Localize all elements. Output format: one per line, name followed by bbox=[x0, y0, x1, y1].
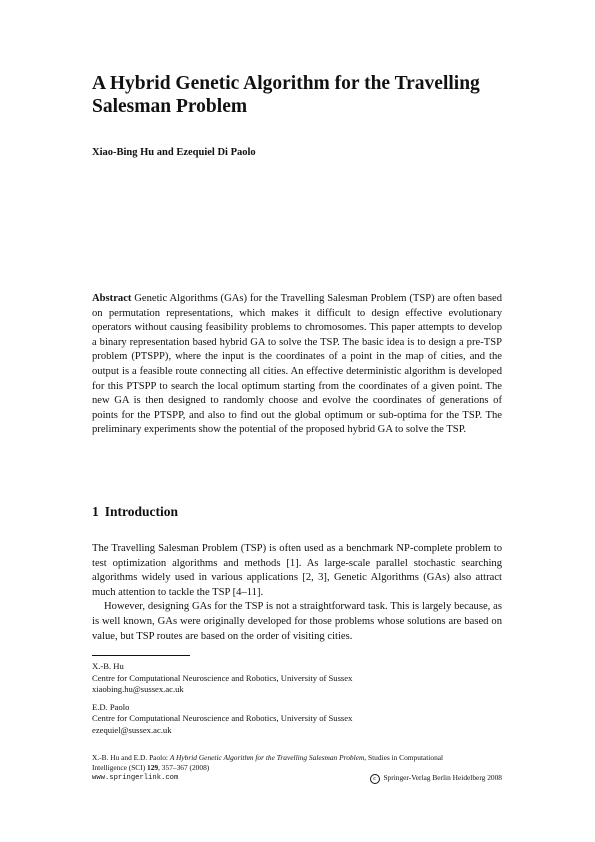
footnote-author-2 bbox=[92, 702, 502, 737]
section-number: 1 bbox=[92, 504, 99, 519]
section-title: Introduction bbox=[104, 504, 179, 519]
section-heading bbox=[92, 504, 178, 520]
intro-paragraph: The Travelling Salesman Problem (TSP) is often used as a benchmark NP-complete problem to test optimization algorithms and methods [1]. As large-scale parallel stochastic searching algorithms widely used in various applications [2, 3], Genetic Algorithms (GAs) also attract much attention to tackle the TSP [4–11]. bbox=[92, 543, 502, 598]
abstract-label: Abstract bbox=[92, 293, 132, 304]
footnote-email: ezequiel@sussex.ac.uk bbox=[92, 724, 172, 735]
intro-paragraph: However, designing GAs for the TSP is not a straightforward task. This is largely because, as is well known, GAs were originally developed for those problems whose solutions are based on value, but TSP routes are based on the order of visiting cities. bbox=[92, 601, 502, 642]
introduction-body bbox=[92, 542, 502, 644]
footnote-affiliation: Centre for Computational Neuroscience and Robotics, University of Sussex bbox=[92, 672, 353, 683]
citation-series-line2: Intelligence (SCI) bbox=[92, 763, 146, 773]
citation-series: , Studies in Computational bbox=[364, 753, 444, 762]
footnote-name: E.D. Paolo bbox=[92, 701, 130, 712]
copyright-icon: c bbox=[370, 774, 380, 784]
footnote-divider bbox=[92, 655, 190, 656]
author-footnotes bbox=[92, 661, 502, 743]
citation-authors: X.-B. Hu and E.D. Paolo: bbox=[92, 753, 168, 762]
abstract bbox=[92, 292, 502, 438]
citation-volume: 129 bbox=[147, 763, 159, 773]
footnote-name: X.-B. Hu bbox=[92, 661, 124, 671]
citation-footer bbox=[92, 753, 502, 784]
paper-title: A Hybrid Genetic Algorithm for the Travelling Salesman Problem bbox=[92, 73, 480, 117]
paper-authors: Xiao-Bing Hu and Ezequiel Di Paolo bbox=[92, 147, 256, 158]
springerlink-url[interactable]: www.springerlink.com bbox=[92, 774, 179, 783]
copyright-notice bbox=[370, 773, 502, 784]
footnote-email: xiaobing.hu@sussex.ac.uk bbox=[92, 684, 184, 695]
abstract-text: Genetic Algorithms (GAs) for the Travelling Salesman Problem (TSP) are often based on permutation representations, which makes it difficult to design effective evolutionary operators without causing feasibility problems to chromosomes. This paper attempts to develop a binary representation based hybrid GA to solve the TSP. The basic idea is to design a pre-TSP problem (PTSPP), where the input is the coordinates of a point in the map of cities, and the output is a feasible route connecting all cities. An effective deterministic algorithm is developed for this PTSPP to search the local optimum starting from the coordinates of a given point. The new GA is then designed to randomly choose and evolve the coordinates of generations of points for the PTSPP, and also to find out the global optimum or sub-optima for the TSP. The preliminary experiments show the potential of the proposed hybrid GA to solve the TSP. bbox=[92, 293, 502, 436]
citation-title: A Hybrid Genetic Algorithm for the Travelling Salesman Problem bbox=[169, 753, 365, 762]
citation-line-1 bbox=[92, 753, 502, 763]
citation-pages: , 357–367 (2008) bbox=[158, 763, 210, 773]
footnote-author-1 bbox=[92, 661, 502, 696]
footnote-affiliation: Centre for Computational Neuroscience and Robotics, University of Sussex bbox=[92, 713, 353, 724]
citation-line-2 bbox=[92, 763, 502, 773]
copyright-text: Springer-Verlag Berlin Heidelberg 2008 bbox=[383, 773, 502, 783]
citation-line-3 bbox=[92, 773, 502, 784]
